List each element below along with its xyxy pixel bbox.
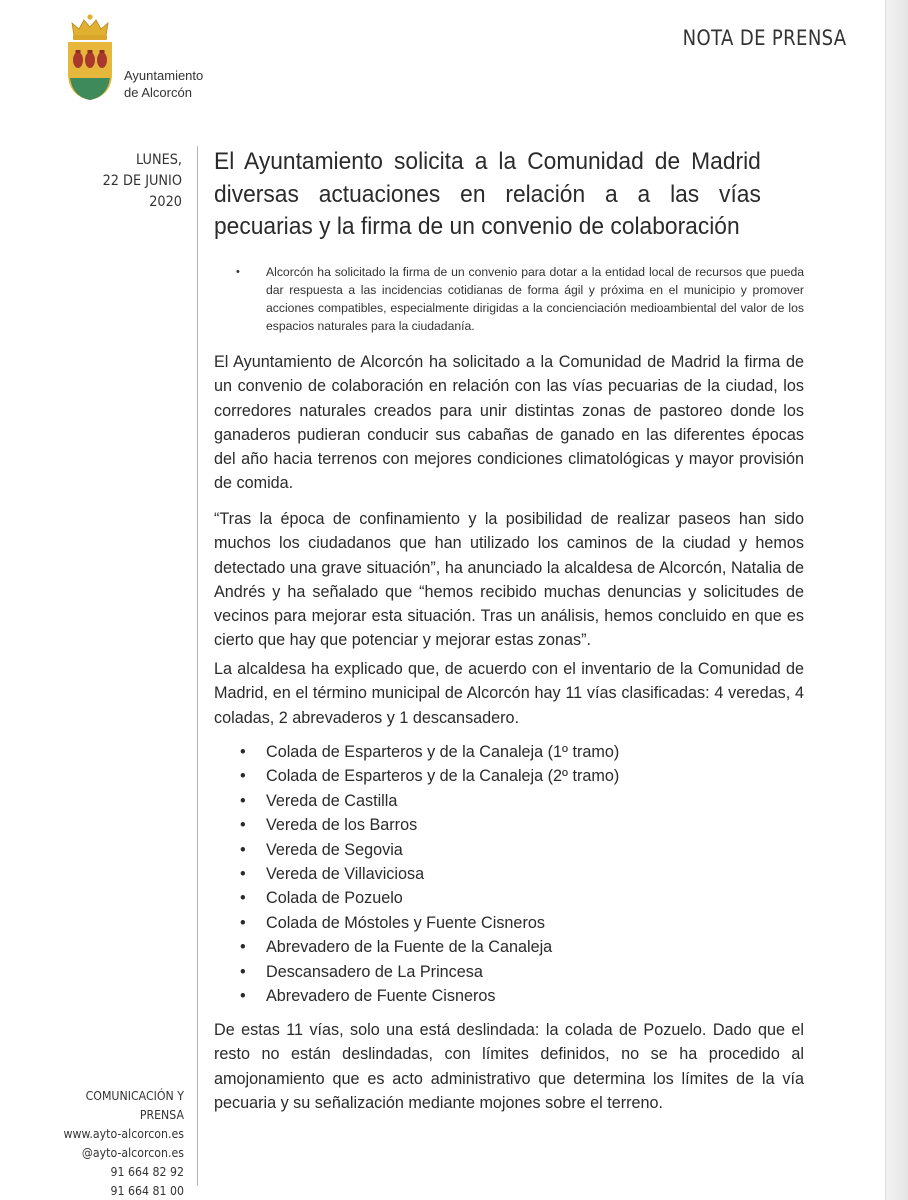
list-item: • Abrevadero de la Fuente de la Canaleja bbox=[240, 935, 619, 959]
list-item: • Colada de Pozuelo bbox=[240, 886, 619, 910]
date-block bbox=[70, 150, 182, 213]
bullet-icon: • bbox=[240, 962, 246, 981]
bullet-icon: • bbox=[236, 266, 240, 278]
list-item: • Colada de Esparteros y de la Canaleja (1º tramo) bbox=[240, 740, 619, 764]
bullet-icon: • bbox=[240, 889, 246, 908]
list-item: • Vereda de Villaviciosa bbox=[240, 862, 619, 886]
logo-text-line2: de Alcorcón bbox=[124, 85, 192, 100]
list-item: • Colada de Esparteros y de la Canaleja (2º tramo) bbox=[240, 764, 619, 788]
list-item: • Vereda de los Barros bbox=[240, 813, 619, 837]
list-item: • Vereda de Segovia bbox=[240, 838, 619, 862]
vias-list bbox=[240, 740, 619, 1008]
body-paragraph-2: “Tras la época de confinamiento y la posibilidad de realizar paseos han sido muchos los ciudadanos que han utilizado los caminos de la ciudad y hemos detectado una grave situación”, ha anunciado la alcaldesa de Alcorcón, Natalia de Andrés y ha señalado que “hemos recibido muchas denuncias y solicitudes de vecinos para mejorar esta situación. Tras un análisis, hemos concluido en que es cierto que hay que potenciar y mejorar estas zonas”. bbox=[214, 510, 804, 650]
body-paragraph-1: El Ayuntamiento de Alcorcón ha solicitado a la Comunidad de Madrid la firma de un convenio de colaboración en relación con las vías pecuarias de la ciudad, los corredores naturales creados para unir distintas zonas de pastoreo donde los ganaderos pudieran conducir sus cabañas de ganado en las diferentes épocas del año hacia terrenos con mejores condiciones climatológicas y mayor provisión de comida. bbox=[214, 353, 804, 493]
bullet-icon: • bbox=[240, 791, 246, 810]
page-edge bbox=[885, 0, 908, 1200]
bullet-icon: • bbox=[240, 743, 246, 761]
footer-website-link[interactable]: www.ayto-alcorcon.es bbox=[63, 1126, 184, 1141]
date-day-month: 22 DE JUNIO bbox=[102, 173, 182, 189]
list-item: • Descansadero de La Princesa bbox=[240, 960, 619, 984]
bullet-icon: • bbox=[240, 767, 246, 786]
footer-phone-1: 91 664 82 92 bbox=[110, 1164, 184, 1179]
footer-contact bbox=[40, 1086, 184, 1200]
date-weekday: LUNES, bbox=[135, 152, 182, 168]
press-release-title: El Ayuntamiento solicita a la Comunidad de Madrid diversas actuaciones en relación a a las vías pecuarias y la firma de un convenio de colaboración bbox=[214, 148, 761, 240]
alcorcon-coat-of-arms-logo bbox=[64, 12, 116, 102]
bullet-icon: • bbox=[240, 938, 246, 957]
list-item: • Abrevadero de Fuente Cisneros bbox=[240, 984, 619, 1008]
footer-phone-2: 91 664 81 00 bbox=[110, 1183, 184, 1198]
footer-social-handle[interactable]: @ayto-alcorcon.es bbox=[81, 1145, 184, 1160]
bullet-icon: • bbox=[240, 840, 246, 859]
body-paragraph-4: De estas 11 vías, solo una está deslindada: la colada de Pozuelo. Dado que el resto no están deslindadas, con límites definidos, no se ha procedido al amojonamiento que es acto administrativo que determina los límites de la vía pecuaria y su señalización mediante mojones sobre el terreno. bbox=[214, 1021, 804, 1112]
doc-type-heading: NOTA DE PRENSA bbox=[683, 26, 847, 50]
margin-divider bbox=[197, 146, 198, 1186]
footer-department: COMUNICACIÓN Y PRENSA bbox=[85, 1088, 184, 1122]
date-year: 2020 bbox=[149, 194, 182, 210]
summary-text: Alcorcón ha solicitado la firma de un convenio para dotar a la entidad local de recursos que pueda dar respuesta a las incidencias cotidianas de forma ágil y próxima en el municipio y promover acciones compatibles, especialmente dirigidas a la concienciación medioambiental del valor de los espacios naturales para la ciudadanía. bbox=[266, 265, 804, 333]
summary-bullet bbox=[236, 263, 804, 335]
list-item: • Colada de Móstoles y Fuente Cisneros bbox=[240, 911, 619, 935]
body-paragraph-3: La alcaldesa ha explicado que, de acuerdo con el inventario de la Comunidad de Madrid, en el término municipal de Alcorcón hay 11 vías clasificadas: 4 veredas, 4 coladas, 2 abrevaderos y 1 descansadero. bbox=[214, 660, 804, 727]
list-item: • Vereda de Castilla bbox=[240, 789, 619, 813]
logo-text bbox=[124, 67, 203, 101]
bullet-icon: • bbox=[240, 865, 246, 884]
logo-text-line1: Ayuntamiento bbox=[124, 68, 204, 83]
bullet-icon: • bbox=[240, 913, 246, 932]
bullet-icon: • bbox=[240, 987, 246, 1006]
bullet-icon: • bbox=[240, 816, 246, 835]
